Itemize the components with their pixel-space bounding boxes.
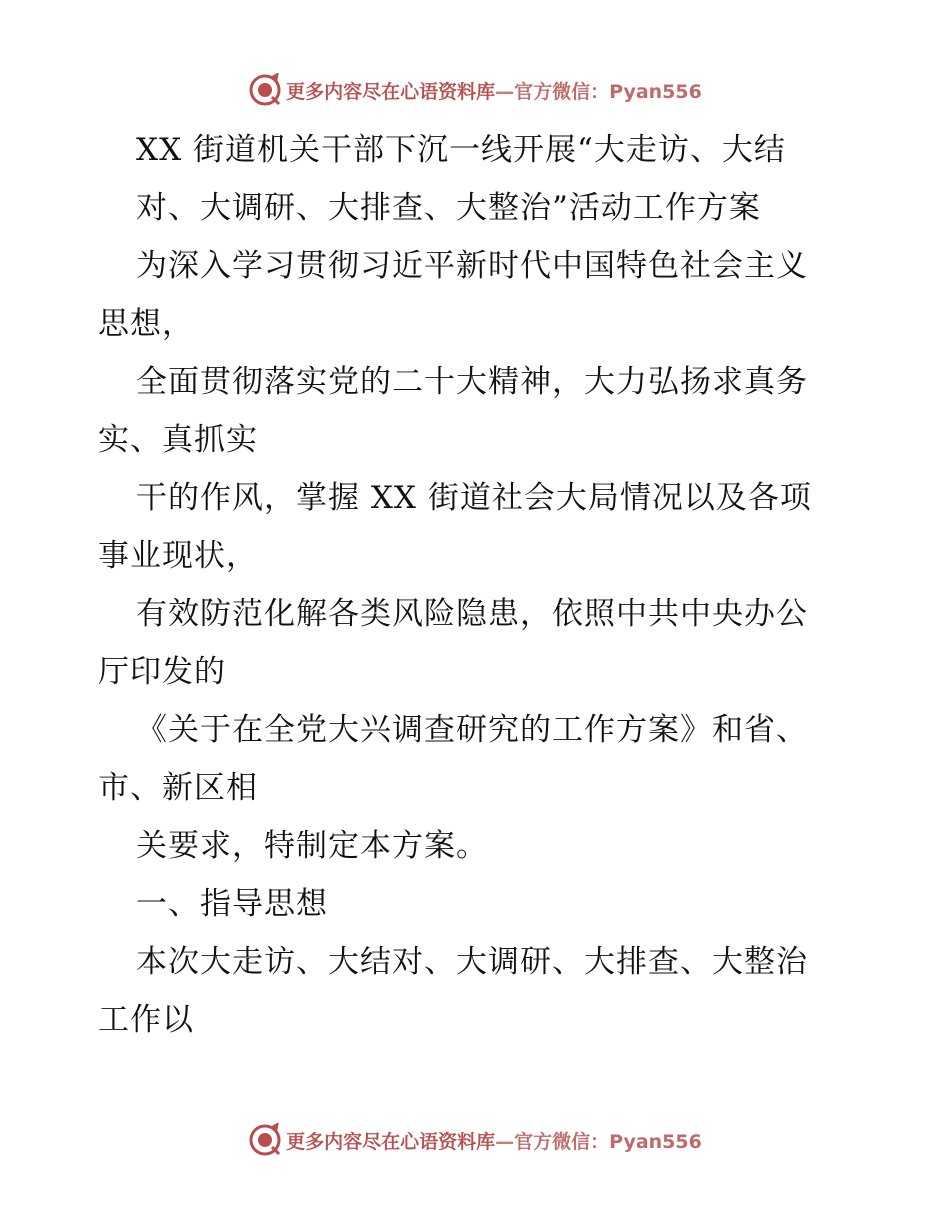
wechat-id: Pyan556	[609, 80, 702, 103]
paragraph-line: 关要求，特制定本方案。	[136, 828, 488, 864]
paragraph-line: 实、真抓实	[98, 422, 258, 458]
paragraph-line: 全面贯彻落实党的二十大精神，大力弘扬求真务	[136, 364, 808, 400]
paragraph-line: 事业现状，	[98, 538, 258, 574]
watermark-separator: —	[495, 80, 515, 103]
header-watermark	[0, 70, 950, 110]
paragraph-line: 厅印发的	[98, 654, 226, 690]
paragraph-line: 工作以	[98, 1002, 194, 1038]
watermark-text: 更多内容尽在心语资料库	[286, 1130, 496, 1153]
doc-title-line-1: XX 街道机关干部下沉一线开展“大走访、大结	[136, 132, 786, 168]
paragraph-line: 思想，	[98, 306, 194, 342]
wechat-label: 官方微信：	[514, 80, 610, 103]
document-body	[98, 121, 858, 1049]
paragraph-line: 市、新区相	[98, 770, 258, 806]
paragraph-line: 有效防范化解各类风险隐患，依照中共中央办公	[136, 596, 808, 632]
paragraph-line: 《关于在全党大兴调查研究的工作方案》和省、	[136, 712, 808, 748]
paragraph-line: 为深入学习贯彻习近平新时代中国特色社会主义	[136, 248, 808, 284]
watermark-text: 更多内容尽在心语资料库	[286, 80, 496, 103]
footer-watermark	[0, 1120, 950, 1160]
paragraph-line: 干的作风，掌握 XX 街道社会大局情况以及各项	[136, 480, 812, 516]
brand-logo-icon	[248, 73, 282, 107]
watermark-separator: —	[495, 1130, 515, 1153]
paragraph-line: 本次大走访、大结对、大调研、大排查、大整治	[136, 944, 808, 980]
brand-logo-icon	[248, 1123, 282, 1157]
section-heading: 一、指导思想	[136, 886, 328, 922]
doc-title-line-2: 对、大调研、大排查、大整治”活动工作方案	[136, 190, 761, 226]
wechat-label: 官方微信：	[514, 1130, 610, 1153]
wechat-id: Pyan556	[609, 1130, 702, 1153]
